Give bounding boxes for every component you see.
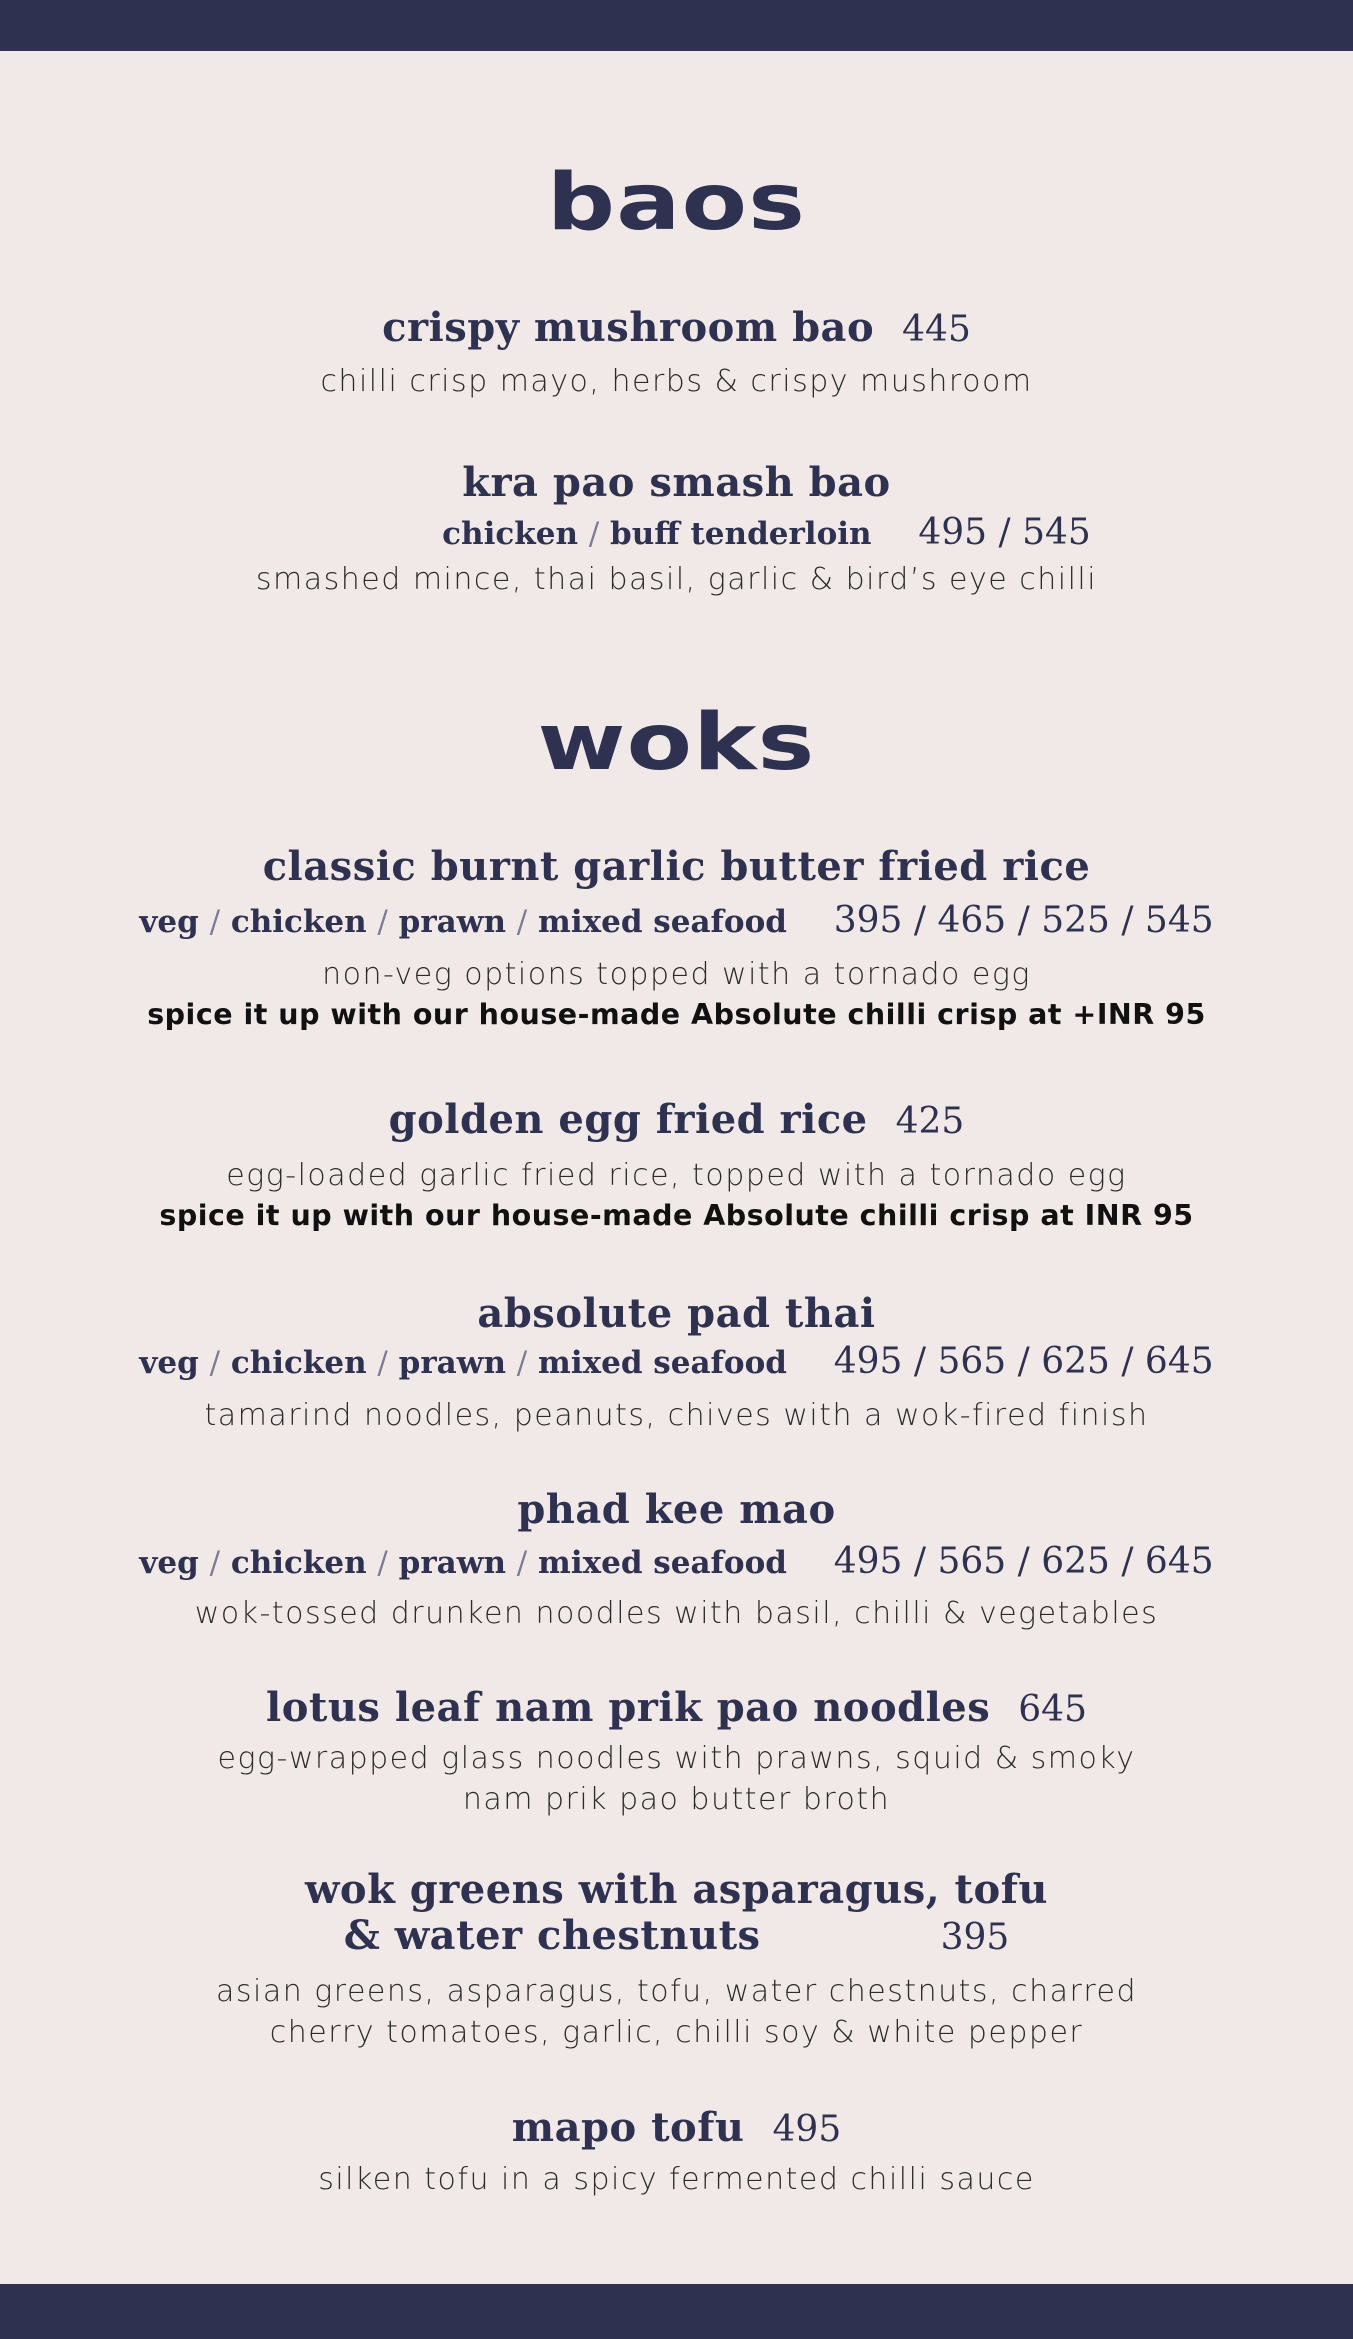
item-options-line <box>0 1541 1353 1582</box>
item-price: 395 / 465 / 525 / 545 <box>833 900 1214 941</box>
item-name: phad kee mao <box>517 1486 836 1533</box>
item-price: 395 <box>940 1917 1010 1958</box>
option-separator: / <box>377 1345 388 1381</box>
item-description: non-veg options topped with a tornado egg <box>322 957 1031 992</box>
item-description: chilli crisp mayo, herbs & crispy mushroom <box>320 364 1033 399</box>
option-label: mixed seafood <box>538 1345 787 1381</box>
item-options-line <box>0 1341 1353 1382</box>
bottom-border-bar <box>0 2284 1353 2339</box>
option-label: chicken <box>230 1345 367 1381</box>
item-description: tamarind noodles, peanuts, chives with a wok-fired finish <box>204 1398 1149 1433</box>
item-name: golden egg fried rice <box>388 1096 868 1143</box>
menu-item-mapo-tofu <box>0 2104 1353 2151</box>
option-separator: / <box>516 904 528 940</box>
option-label: prawn <box>398 904 506 940</box>
item-price: 495 / 545 <box>918 512 1091 553</box>
item-name: kra pao smash bao <box>462 459 891 506</box>
item-description-line-1: asian greens, asparagus, tofu, water chestnuts, charred <box>216 1974 1137 2009</box>
option-label: mixed seafood <box>538 904 787 940</box>
item-price: 495 / 565 / 625 / 645 <box>833 1341 1214 1382</box>
option-label: veg <box>139 904 199 940</box>
option-label: prawn <box>398 1545 506 1581</box>
item-price: 645 <box>1018 1689 1087 1730</box>
menu-item-wok-greens-name-line-2 <box>0 1912 1353 1959</box>
menu-item-kra-pao-smash-bao <box>0 459 1353 506</box>
option-label: veg <box>139 1545 199 1581</box>
menu-item-crispy-mushroom-bao <box>0 304 1353 351</box>
option-label: chicken <box>442 516 578 552</box>
item-price: 495 / 565 / 625 / 645 <box>833 1541 1214 1582</box>
item-description-line-1: egg-wrapped glass noodles with prawns, squid & smoky <box>217 1741 1136 1776</box>
section-title-baos: baos <box>546 158 807 248</box>
item-options-line <box>0 900 1353 941</box>
menu-item-absolute-pad-thai <box>0 1290 1353 1337</box>
item-description: egg-loaded garlic fried rice, topped with a tornado egg <box>226 1158 1127 1193</box>
option-label: buff tenderloin <box>610 516 872 552</box>
top-border-bar <box>0 0 1353 51</box>
option-separator: / <box>516 1345 528 1381</box>
menu-item-classic-burnt-garlic-butter-fried-rice <box>0 843 1353 890</box>
option-separator: / <box>377 904 388 940</box>
menu-item-golden-egg-fried-rice <box>0 1096 1353 1143</box>
option-label: chicken <box>230 1545 367 1581</box>
item-note: spice it up with our house-made Absolute chilli crisp at +INR 95 <box>147 998 1206 1031</box>
item-description: silken tofu in a spicy fermented chilli sauce <box>318 2162 1035 2197</box>
option-separator: / <box>516 1545 528 1581</box>
item-note: spice it up with our house-made Absolute chilli crisp at INR 95 <box>159 1199 1194 1232</box>
item-name: mapo tofu <box>511 2104 745 2151</box>
item-price: 425 <box>895 1101 965 1142</box>
option-label: prawn <box>398 1345 506 1381</box>
menu-item-phad-kee-mao <box>0 1486 1353 1533</box>
option-separator: / <box>209 904 221 940</box>
option-separator: / <box>209 1345 221 1381</box>
option-label: veg <box>139 1345 199 1381</box>
item-description: smashed mince, thai basil, garlic & bird’s eye chilli <box>255 562 1098 597</box>
menu-item-wok-greens-name-line-1 <box>0 1866 1353 1913</box>
item-description: wok-tossed drunken noodles with basil, chilli & vegetables <box>194 1596 1159 1631</box>
item-price: 445 <box>902 309 971 350</box>
item-price: 495 <box>772 2109 842 2150</box>
item-options-line <box>90 512 1353 553</box>
item-name: & water chestnuts <box>343 1912 761 1959</box>
item-name: lotus leaf nam prik pao noodles <box>266 1684 991 1731</box>
item-name: crispy mushroom bao <box>382 304 875 351</box>
item-description-line-2: cherry tomatoes, garlic, chilli soy & white pepper <box>269 2015 1084 2050</box>
option-label: chicken <box>230 904 367 940</box>
item-description-line-2: nam prik pao butter broth <box>462 1782 891 1817</box>
option-label: mixed seafood <box>538 1545 787 1581</box>
section-title-woks: woks <box>537 698 816 788</box>
option-separator: / <box>209 1545 221 1581</box>
menu-item-lotus-leaf-nam-prik-pao-noodles <box>0 1684 1353 1731</box>
item-name: wok greens with asparagus, tofu <box>304 1866 1049 1913</box>
item-name: absolute pad thai <box>477 1290 876 1337</box>
option-separator: / <box>377 1545 388 1581</box>
item-name: classic burnt garlic butter fried rice <box>262 843 1091 890</box>
option-separator: / <box>588 516 600 552</box>
